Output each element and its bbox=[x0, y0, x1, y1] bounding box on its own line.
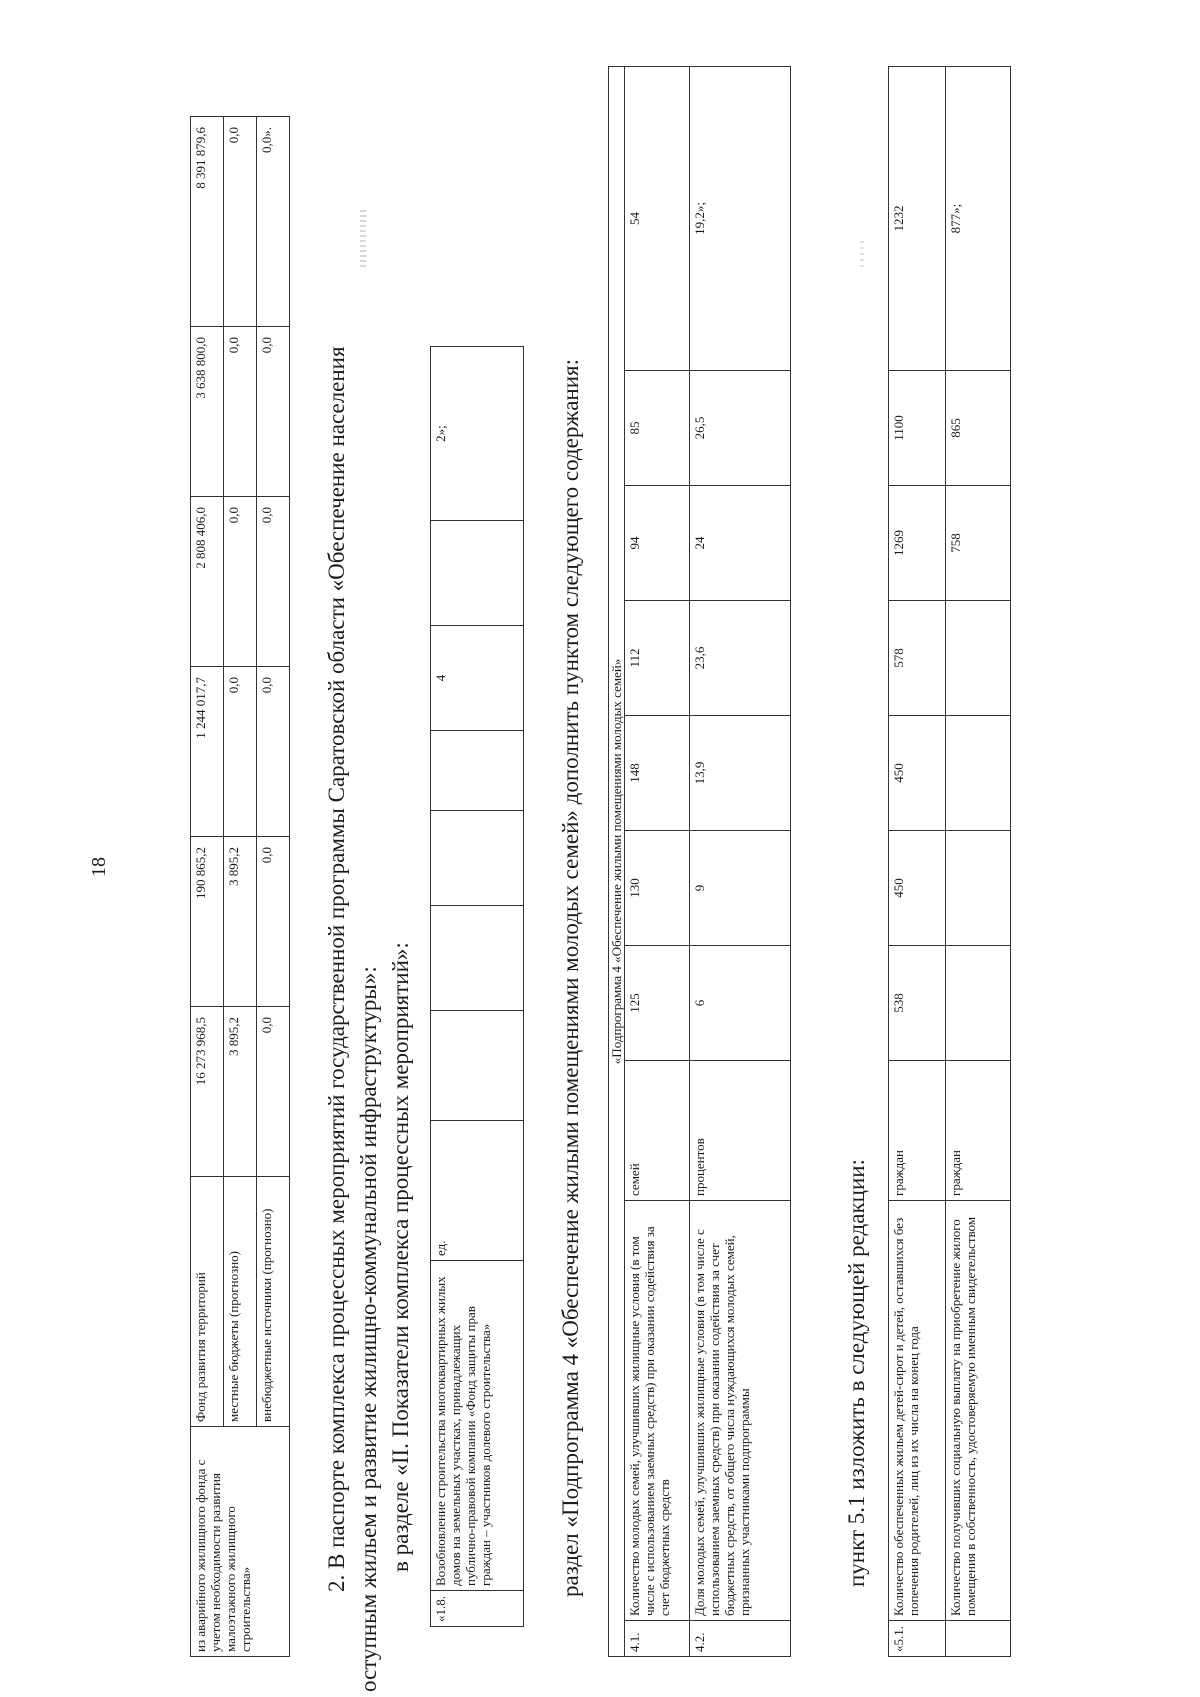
value-cell: 85 bbox=[625, 371, 690, 486]
table-row bbox=[690, 66, 791, 1656]
table-row bbox=[625, 66, 690, 1656]
value-cell: 24 bbox=[690, 486, 791, 601]
row-number: 4.2. bbox=[690, 1621, 791, 1657]
value-cell: 0,0 bbox=[224, 117, 257, 327]
scan-artifact bbox=[360, 207, 366, 267]
value-cell: 130 bbox=[625, 831, 690, 946]
value-cell: 450 bbox=[889, 831, 946, 946]
indicator-name: Количество обеспеченных жильем детей-сирот и детей, оставшихся без попечения родителей, лиц из их числа на конец года bbox=[889, 1201, 946, 1621]
indicator-5-1-table bbox=[888, 66, 1011, 1657]
indicator-name: Количество молодых семей, улучшивших жилищные условия (в том числе с использованием заемных средств) при оказании содействия за счет бюджетных средств bbox=[625, 1201, 690, 1621]
value-cell: 190 865,2 bbox=[191, 837, 224, 1007]
value-cell: 8 391 879,6 bbox=[191, 117, 224, 327]
funding-table bbox=[190, 116, 290, 1657]
value-cell: 6 bbox=[690, 946, 791, 1061]
indicator-1-8-table bbox=[430, 346, 524, 1627]
unit-cell: семей bbox=[625, 1061, 690, 1201]
funding-source-cell: местные бюджеты (прогнозно) bbox=[224, 1177, 257, 1427]
table-row bbox=[889, 67, 946, 1657]
table-row bbox=[191, 117, 224, 1657]
row-number bbox=[946, 1621, 1011, 1657]
value-cell: 94 bbox=[625, 486, 690, 601]
value-cell: 0,0 bbox=[257, 1007, 290, 1177]
value-cell: 1100 bbox=[889, 371, 946, 486]
paragraph-2-line-2: оступным жильем и развитие жилищно-коммунальной инфраструктуры»: bbox=[356, 966, 381, 1692]
value-cell bbox=[431, 521, 524, 626]
table-row bbox=[224, 117, 257, 1657]
value-cell bbox=[431, 906, 524, 1011]
value-cell: 0,0 bbox=[224, 327, 257, 497]
value-cell: 2»; bbox=[431, 347, 524, 521]
value-cell bbox=[431, 1011, 524, 1121]
page-number: 18 bbox=[88, 857, 110, 877]
value-cell bbox=[946, 831, 1011, 946]
indicator-name: Количество получивших социальную выплату на приобретение жилого помещения в собственность, удостоверяемую именным свидетельством bbox=[946, 1201, 1011, 1621]
paragraph-subprogram-4: раздел «Подпрограмма 4 «Обеспечение жилыми помещениями молодых семей» дополнить пунктом следующего содержания: bbox=[558, 358, 583, 1597]
indicator-name: Доля молодых семей, улучшивших жилищные условия (в том числе с использованием заемных средств) при оказании содействия за счет бюджетных средств, от общего числа нуждающихся молодых семей, признанных участниками подпрограммы bbox=[690, 1201, 791, 1621]
value-cell: 3 638 800,0 bbox=[191, 327, 224, 497]
table-row bbox=[257, 117, 290, 1657]
subprogram-title: «Подпрограмма 4 «Обеспечение жилыми помещениями молодых семей» bbox=[609, 66, 625, 1656]
value-cell: 26,5 bbox=[690, 371, 791, 486]
funding-direction-cell: из аварийного жилищного фонда с учетом необходимости развития малоэтажного жилищного строительства» bbox=[191, 1427, 290, 1657]
value-cell: 125 bbox=[625, 946, 690, 1061]
value-cell: 16 273 968,5 bbox=[191, 1007, 224, 1177]
unit-cell: граждан bbox=[889, 1061, 946, 1201]
table-row bbox=[609, 66, 625, 1656]
value-cell: 2 808 406,0 bbox=[191, 497, 224, 667]
funding-source-cell: Фонд развития территорий bbox=[191, 1177, 224, 1427]
value-cell: 578 bbox=[889, 601, 946, 716]
value-cell: 0,0 bbox=[257, 837, 290, 1007]
value-cell: 23,6 bbox=[690, 601, 791, 716]
value-cell: 13,9 bbox=[690, 716, 791, 831]
paragraph-5-1: пункт 5.1 изложить в следующей редакции: bbox=[844, 1159, 869, 1587]
value-cell bbox=[946, 946, 1011, 1061]
value-cell bbox=[431, 811, 524, 906]
value-cell: 0,0 bbox=[257, 667, 290, 837]
value-cell bbox=[946, 716, 1011, 831]
value-cell: 0,0 bbox=[257, 497, 290, 667]
value-cell: 148 bbox=[625, 716, 690, 831]
value-cell: 758 bbox=[946, 486, 1011, 601]
subprogram-4-table bbox=[608, 66, 791, 1657]
value-cell: 112 bbox=[625, 601, 690, 716]
scan-artifact bbox=[860, 237, 864, 267]
funding-source-cell: внебюджетные источники (прогнозно) bbox=[257, 1177, 290, 1427]
value-cell: 865 bbox=[946, 371, 1011, 486]
row-number: «5.1. bbox=[889, 1621, 946, 1657]
paragraph-2-line-3: в разделе «II. Показатели комплекса процессных мероприятий»: bbox=[388, 942, 413, 1572]
row-number: 4.1. bbox=[625, 1621, 690, 1657]
value-cell: 0,0 bbox=[224, 667, 257, 837]
value-cell: 450 bbox=[889, 716, 946, 831]
value-cell: 1269 bbox=[889, 486, 946, 601]
value-cell: 538 bbox=[889, 946, 946, 1061]
value-cell: 877»; bbox=[946, 67, 1011, 371]
indicator-name: Возобновление строительства многоквартирных жилых домов на земельных участках, принадлежащих публично-правовой компании «Фонд защиты прав граждан – участников долевого строительства» bbox=[431, 1261, 524, 1591]
value-cell: 0,0 bbox=[224, 497, 257, 667]
value-cell: 1 244 017,7 bbox=[191, 667, 224, 837]
paragraph-2-line-1: 2. В паспорте комплекса процессных мероприятий государственной программы Саратовской области «Обеспечение населения bbox=[324, 346, 349, 1592]
value-cell bbox=[431, 731, 524, 811]
unit-cell: процентов bbox=[690, 1061, 791, 1201]
table-row bbox=[431, 347, 524, 1627]
value-cell bbox=[946, 601, 1011, 716]
row-number: «1.8. bbox=[431, 1591, 524, 1627]
unit-cell: ед. bbox=[431, 1121, 524, 1261]
value-cell: 3 895,2 bbox=[224, 1007, 257, 1177]
value-cell: 4 bbox=[431, 626, 524, 731]
value-cell: 0,0». bbox=[257, 117, 290, 327]
value-cell: 54 bbox=[625, 66, 690, 370]
value-cell: 3 895,2 bbox=[224, 837, 257, 1007]
value-cell: 0,0 bbox=[257, 327, 290, 497]
value-cell: 19,2»; bbox=[690, 66, 791, 370]
table-row bbox=[946, 67, 1011, 1657]
value-cell: 1232 bbox=[889, 67, 946, 371]
value-cell: 9 bbox=[690, 831, 791, 946]
unit-cell: граждан bbox=[946, 1061, 1011, 1201]
